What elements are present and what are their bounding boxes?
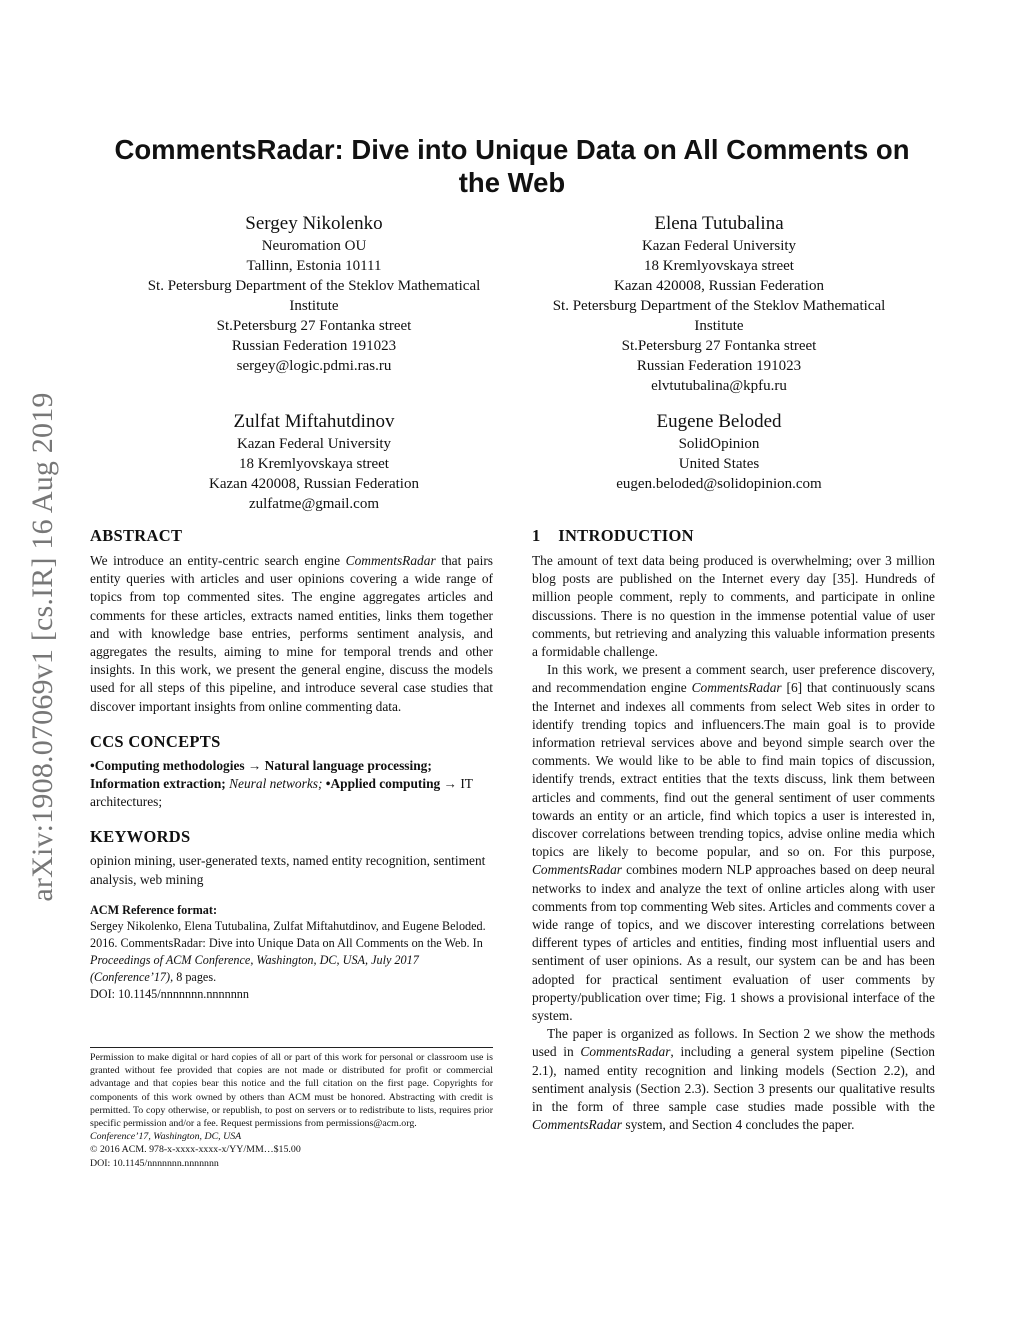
paper-title: [90, 133, 934, 199]
ccs-heading: CCS CONCEPTS: [90, 731, 221, 751]
arxiv-stamp: arXiv:1908.07069v1 [cs.IR] 16 Aug 2019: [26, 392, 59, 902]
author-affiliation-line: St.Petersburg 27 Fontanka street: [216, 318, 412, 334]
keywords-heading: KEYWORDS: [90, 827, 191, 847]
author-affiliation-line: Kazan Federal University: [236, 436, 392, 452]
intro-paragraph-2: In this work, we present a comment search, user preference discovery, and recommendation engine CommentsRadar [6] that continuously scans the Internet and indexes all comments from select Web sites in order to identify trending topics and influencers.The main goal is to provide information retrieval services above and beyond simple search over the comments. We would like to be able to find main topics of discussion, identify trends, extract entities that the texts discuss, link them between articles and comments, find out the general sentiment of user comments towards an entity or an article, find which topics a user is interested in, discover correlations between trending topics, advise online media which topics are likely to become popular, and so on. For this purpose, CommentsRadar combines modern NLP approaches based on deep neural networks to index and analyze the text of online articles along with user comments from top commenting Web sites. Articles and comments cover a wide range of topics, and we discover interesting correlations between different types of articles and entities, finding most influential users and sentiment of user opinions. As a result, our system can be and has been adopted for practical sentiment evaluation of user comments by property/publication over time; Fig. 1 shows a provisional interface of the system.: [532, 662, 935, 1024]
author-affiliation-line: St.Petersburg 27 Fontanka street: [621, 338, 817, 354]
author-block-1: [112, 212, 516, 376]
ccs-text: •Computing methodologies → Natural language processing; Information extraction; Neural networks; •Applied computing → IT architectures;: [90, 757, 473, 810]
author-block-3: [112, 410, 516, 514]
intro-paragraph-3: The paper is organized as follows. In Section 2 we show the methods used in CommentsRadar, including a general system pipeline (Section 2.1), named entity recognition and linking models (Section 2.2), and sentiment analysis (Section 2.3). Section 3 presents our qualitative results in the form of three sample case studies made possible with the CommentsRadar system, and Section 4 concludes the paper.: [532, 1026, 935, 1133]
author-affiliation-line: St. Petersburg Department of the Steklov Mathematical: [147, 278, 481, 294]
left-column: [90, 525, 493, 1003]
permission-notice: Permission to make digital or hard copies of all or part of this work for personal or classroom use is granted without fee provided that copies are not made or distributed for profit or commercial advantage and that copies bear this notice and the full citation on the first page. Copyrights for components of this work owned by others than ACM must be honored. Abstracting with credit is permitted. To copy otherwise, or republish, to post on servers or to redistribute to lists, requires prior specific permission and/or a fee. Request permissions from permissions@acm.org.: [90, 1052, 493, 1130]
author-block-4: [523, 410, 915, 494]
author-affiliation-line: Russian Federation 191023: [636, 358, 802, 374]
author-email: elvtutubalina@kpfu.ru: [651, 378, 787, 394]
author-email: sergey@logic.pdmi.ras.ru: [236, 358, 392, 374]
footnote-doi: DOI: 10.1145/nnnnnnn.nnnnnnn: [90, 1157, 219, 1169]
footnote-rule: [90, 1047, 493, 1048]
author-name: Sergey Nikolenko: [245, 213, 383, 234]
title-line-2: the Web: [458, 167, 566, 198]
right-column: [532, 525, 935, 1135]
keywords-text: opinion mining, user-generated texts, named entity recognition, sentiment analysis, web mining: [90, 853, 486, 887]
author-affiliation-line: Kazan 420008, Russian Federation: [614, 278, 824, 294]
title-line-1: CommentsRadar: Dive into Unique Data on All Comments on: [114, 134, 910, 165]
author-affiliation-line: 18 Kremlyovskaya street: [644, 258, 794, 274]
intro-paragraph-1: The amount of text data being produced is overwhelming; over 3 million blog posts are published on the Internet every day [35]. Hundreds of million people comment, reply to comments, and participate in online discussions. There is no question in the immense potential value of user comments, but retrieving and analyzing this valuable information presents a formidable challenge.: [532, 553, 935, 660]
author-name: Elena Tutubalina: [654, 213, 784, 234]
author-affiliation-line: SolidOpinion: [678, 436, 760, 452]
author-affiliation-line: St. Petersburg Department of the Steklov Mathematical: [552, 298, 886, 314]
author-affiliation-line: Kazan 420008, Russian Federation: [209, 476, 419, 492]
copyright-note: © 2016 ACM. 978-x-xxxx-xxxx-x/YY/MM…$15.00: [90, 1144, 301, 1156]
author-name: Eugene Beloded: [656, 411, 782, 432]
author-affiliation-line: Institute: [289, 298, 339, 314]
acm-reference-doi: DOI: 10.1145/nnnnnnn.nnnnnnn: [90, 986, 249, 1001]
author-email: zulfatme@gmail.com: [248, 496, 380, 512]
author-affiliation-line: Neuromation OU: [261, 238, 367, 254]
author-affiliation-line: 18 Kremlyovskaya street: [239, 456, 389, 472]
abstract-heading: ABSTRACT: [90, 526, 183, 545]
footnote-block: [90, 1051, 493, 1170]
author-email: eugen.beloded@solidopinion.com: [616, 476, 822, 492]
conference-note: Conference’17, Washington, DC, USA: [90, 1131, 242, 1143]
author-name: Zulfat Miftahutdinov: [233, 411, 395, 432]
abstract-text: We introduce an entity-centric search engine CommentsRadar that pairs entity queries with articles and user opinions covering a wide range of topics from top commented sites. The engine aggregates articles and comments for these articles, extracts named entities, links them together and with knowledge base entries, performs sentiment analysis, and aggregates the results, aiming to mine for temporal trends and other insights. In this work, we present the general engine, discuss the models used for all steps of this pipeline, and introduce several case studies that discover important insights from online commenting data.: [90, 553, 493, 714]
author-affiliation-line: Institute: [694, 318, 744, 334]
acm-reference-text: Sergey Nikolenko, Elena Tutubalina, Zulfat Miftahutdinov, and Eugene Beloded. 2016. CommentsRadar: Dive into Unique Data on All Comments on the Web. In Proceedings of ACM Conference, Washington, DC, USA, July 2017 (Conference’17), 8 pages.: [90, 918, 486, 984]
author-affiliation-line: Tallinn, Estonia 10111: [246, 258, 382, 274]
author-affiliation-line: United States: [678, 456, 760, 472]
intro-heading: 1 INTRODUCTION: [532, 526, 694, 545]
author-affiliation-line: Russian Federation 191023: [231, 338, 397, 354]
acm-reference-heading: ACM Reference format:: [90, 902, 217, 917]
author-block-2: [523, 212, 915, 396]
author-affiliation-line: Kazan Federal University: [641, 238, 797, 254]
